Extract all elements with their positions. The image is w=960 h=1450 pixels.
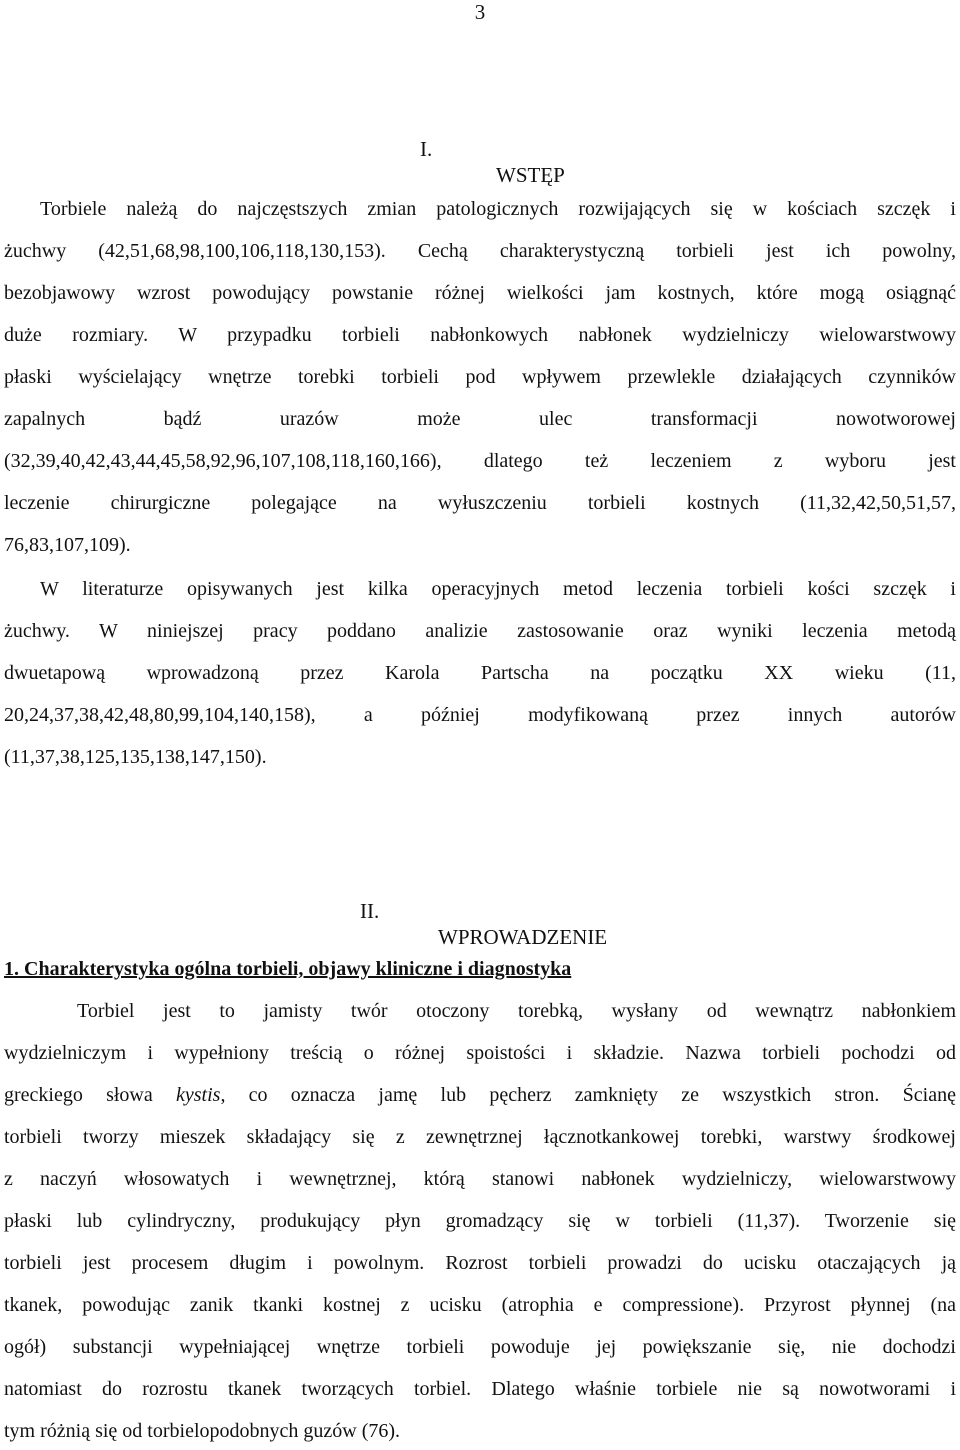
paragraph-line: W literaturze opisywanych jest kilka operacyjnych metod leczenia torbieli kości szczęk i: [40, 578, 956, 600]
paragraph-line: płaski wyścielający wnętrze torebki torbieli pod wpływem przewlekle działających czynników: [4, 366, 956, 388]
paragraph-line: z naczyń włosowatych i wewnętrznej, którą stanowi nabłonek wydzielniczy, wielowarstwowy: [4, 1168, 956, 1190]
paragraph-line: duże rozmiary. W przypadku torbieli nabłonkowych nabłonek wydzielniczy wielowarstwowy: [4, 324, 956, 346]
paragraph-line: tym różnią się od torbielopodobnych guzów (76).: [4, 1420, 401, 1442]
paragraph-line: dwuetapową wprowadzoną przez Karola Partscha na początku XX wieku (11,: [4, 662, 956, 684]
paragraph-line: (32,39,40,42,43,44,45,58,92,96,107,108,118,160,166), dlatego też leczeniem z wyboru jest: [4, 450, 956, 472]
section-title: WPROWADZENIE: [438, 925, 608, 949]
paragraph-line: bezobjawowy wzrost powodujący powstanie różnej wielkości jam kostnych, które mogą osiągnąć: [4, 282, 956, 304]
subsection-heading: 1. Charakterystyka ogólna torbieli, objawy kliniczne i diagnostyka: [4, 958, 572, 980]
paragraph-line: 20,24,37,38,42,48,80,99,104,140,158), a później modyfikowaną przez innych autorów: [4, 704, 956, 726]
paragraph-line: ogół) substancji wypełniającej wnętrze torbieli powoduje jej powiększanie się, nie dochodzi: [4, 1336, 956, 1358]
paragraph-line: Torbiele należą do najczęstszych zmian patologicznych rozwijających się w kościach szczęk i: [40, 198, 956, 220]
italic-term: kystis: [176, 1084, 221, 1106]
paragraph-line: [4, 1082, 956, 1108]
paragraph-line: tkanek, powodując zanik tkanki kostnej z ucisku (atrophia e compressione). Przyrost płynnej (na: [4, 1294, 956, 1316]
text-segment: greckiego słowa: [4, 1084, 176, 1106]
paragraph-line: płaski lub cylindryczny, produkujący płyn gromadzący się w torbieli (11,37). Tworzenie się: [4, 1210, 956, 1232]
paragraph-line: Torbiel jest to jamisty twór otoczony torebką, wysłany od wewnątrz nabłonkiem: [77, 1000, 956, 1022]
paragraph-line: torbieli tworzy mieszek składający się z zewnętrznej łącznotkankowej torebki, warstwy środkowej: [4, 1126, 956, 1148]
paragraph-line: 76,83,107,109).: [4, 534, 131, 556]
paragraph-line: zapalnych bądź urazów może ulec transformacji nowotworowej: [4, 408, 956, 430]
paragraph-line: żuchwy. W niniejszej pracy poddano analizie zastosowanie oraz wyniki leczenia metodą: [4, 620, 956, 642]
paragraph-line: (11,37,38,125,135,138,147,150).: [4, 746, 267, 768]
paragraph-line: torbieli jest procesem długim i powolnym. Rozrost torbieli prowadzi do ucisku otaczających ją: [4, 1252, 956, 1274]
section-number: II.: [360, 899, 380, 923]
paragraph-line: żuchwy (42,51,68,98,100,106,118,130,153). Cechą charakterystyczną torbieli jest ich powolny,: [4, 240, 956, 262]
page-number: 3: [474, 0, 486, 24]
text-segment: , co oznacza jamę lub pęcherz zamknięty ze wszystkich stron. Ścianę: [220, 1084, 956, 1106]
paragraph-line: wydzielniczym i wypełniony treścią o różnej spoistości i składzie. Nazwa torbieli pochodzi od: [4, 1042, 956, 1064]
paragraph-line: leczenie chirurgiczne polegające na wyłuszczeniu torbieli kostnych (11,32,42,50,51,57,: [4, 492, 956, 514]
paragraph-line: natomiast do rozrostu tkanek tworzących torbiel. Dlatego właśnie torbiele nie są nowotworami i: [4, 1378, 956, 1400]
section-title: WSTĘP: [496, 163, 565, 187]
section-number: I.: [420, 137, 433, 161]
